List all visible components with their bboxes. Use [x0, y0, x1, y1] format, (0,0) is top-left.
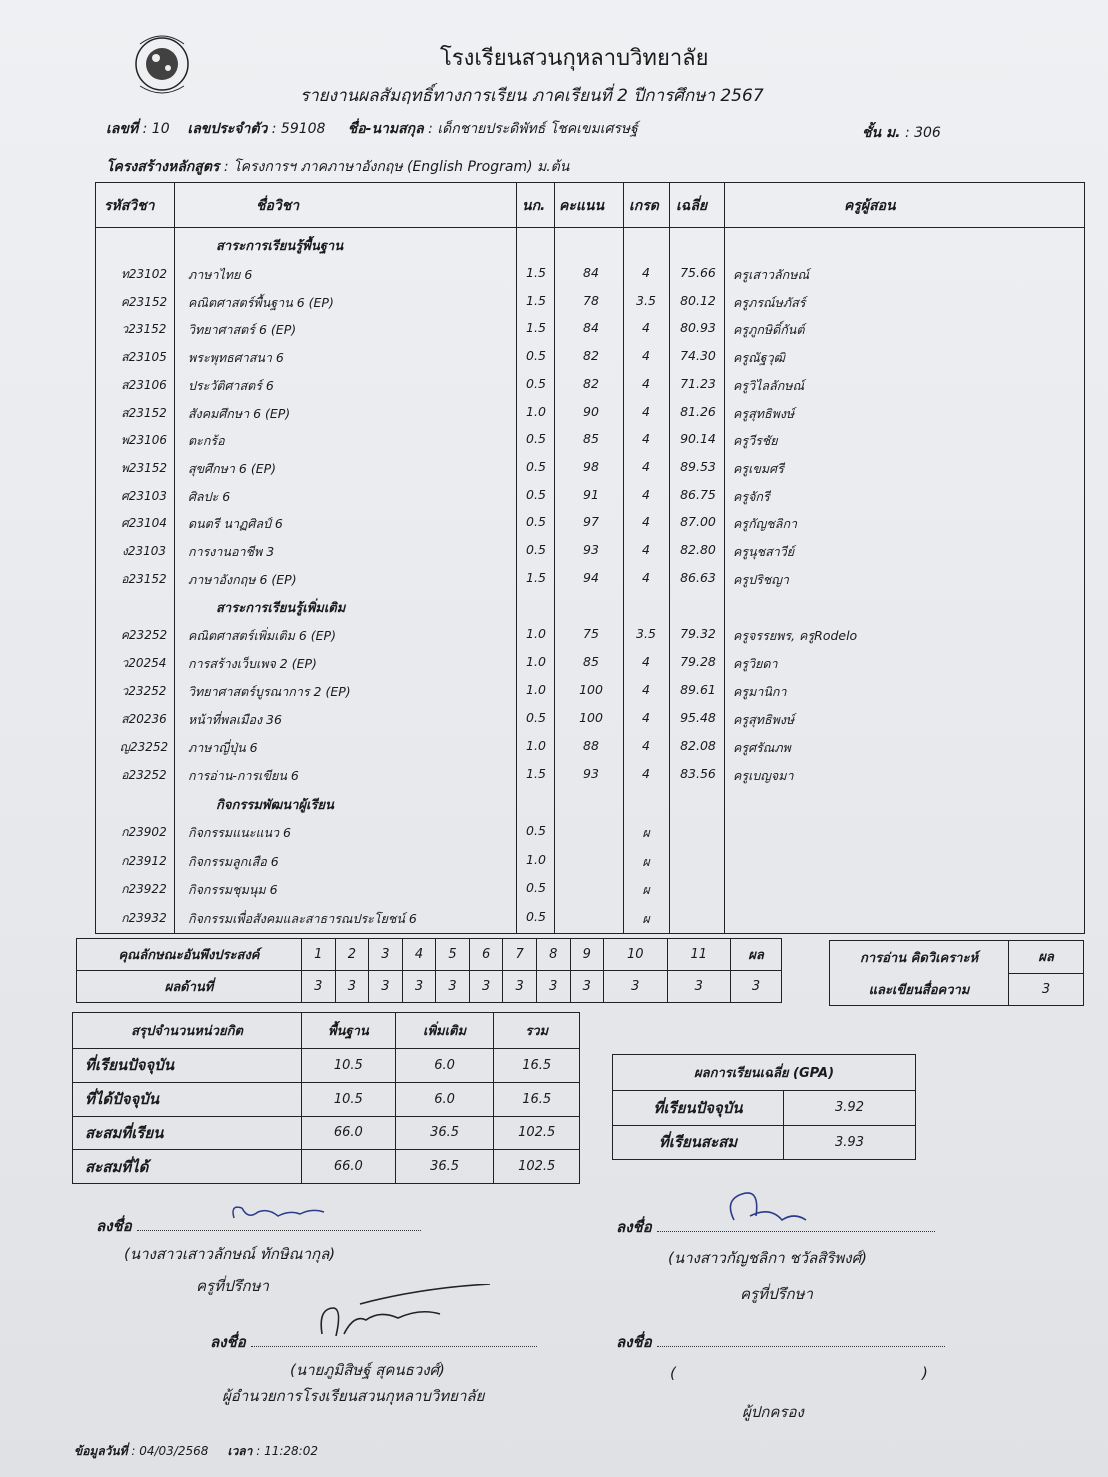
trait-value: 3 — [335, 971, 369, 1003]
credits-title: สรุปจำนวนหน่วยกิต — [73, 1013, 302, 1049]
cell-score: 94 — [583, 569, 599, 585]
header-grade: เกรด — [629, 198, 659, 214]
trait-num: 3 — [369, 939, 403, 971]
sign-label: ลงชื่อ — [616, 1333, 652, 1351]
table-row — [96, 676, 1084, 704]
cell-credit: 1.5 — [526, 292, 546, 308]
cell-code: อ23152 — [121, 571, 167, 586]
traits-summary-label: ผล — [731, 939, 782, 971]
trait-value: 3 — [436, 971, 470, 1003]
cell-name: กิจกรรมชุมนุม 6 — [188, 882, 278, 897]
cell-grade: 4 — [642, 766, 650, 781]
gpa-cumulative-label: ที่เรียนสะสม — [613, 1125, 784, 1160]
cell-credit: 1.5 — [526, 766, 546, 781]
cell-score: 82 — [583, 375, 599, 391]
gpa-current-label: ที่เรียนปัจจุบัน — [613, 1091, 784, 1126]
cell-grade: 4 — [642, 375, 650, 391]
cell-grade: ผ — [642, 882, 650, 897]
trait-value: 3 — [570, 971, 604, 1003]
traits-label: คุณลักษณะอันพึงประสงค์ — [77, 939, 302, 971]
sign-label: ลงชื่อ — [616, 1218, 652, 1236]
cell-teacher: ครูณัฐวุฒิ — [733, 350, 785, 366]
cell-code: ท23102 — [120, 267, 168, 281]
trait-value: 3 — [667, 971, 730, 1003]
header-teacher: ครูผู้สอน — [844, 198, 896, 214]
cell-grade: 4 — [642, 431, 650, 447]
reading-result-label: ผล — [1009, 941, 1084, 974]
gpa-table — [612, 1054, 916, 1160]
cell-code: ญ23252 — [119, 740, 169, 754]
cell-grade: 4 — [642, 348, 650, 364]
cell-name: กิจกรรมเพื่อสังคมและสาธารณประโยชน์ 6 — [188, 910, 417, 926]
trait-num: 5 — [436, 939, 470, 971]
table-row — [96, 370, 1084, 398]
credits-total: 102.5 — [494, 1150, 580, 1184]
school-emblem-logo — [126, 24, 198, 104]
cell-name: หน้าที่พลเมือง 36 — [188, 712, 282, 727]
no-value: : 10 — [142, 121, 170, 137]
cell-code: ว23252 — [121, 684, 167, 698]
cell-grade: 4 — [642, 320, 650, 336]
credits-add: 36.5 — [395, 1150, 494, 1184]
cell-teacher: ครูจักรี — [733, 488, 770, 504]
table-row — [96, 287, 1084, 315]
table-row — [96, 508, 1084, 536]
cell-score: 88 — [583, 738, 599, 753]
credits-add: 36.5 — [395, 1116, 494, 1150]
gpa-title: ผลการเรียนเฉลี่ย (GPA) — [613, 1055, 916, 1091]
school-name: โรงเรียนสวนกุหลาบวิทยาลัย — [440, 46, 709, 71]
table-row — [96, 648, 1084, 676]
cell-name: การอ่าน-การเขียน 6 — [188, 768, 299, 783]
cell-credit: 1.0 — [526, 403, 546, 419]
trait-value: 3 — [503, 971, 537, 1003]
cell-credit: 0.5 — [526, 486, 546, 502]
parent-role: ผู้ปกครอง — [742, 1403, 804, 1421]
curriculum-value: : โครงการฯ ภาคภาษาอังกฤษ (English Program) ม.ต้น — [223, 159, 570, 175]
cell-grade: 4 — [642, 542, 650, 557]
reading-label-1: การอ่าน คิดวิเคราะห์ — [830, 941, 1009, 974]
student-info-line — [106, 118, 638, 140]
table-row — [96, 704, 1084, 732]
grade-table — [95, 182, 1085, 934]
cell-name: ภาษาอังกฤษ 6 (EP) — [188, 571, 297, 587]
director-role: ผู้อำนวยการโรงเรียนสวนกุหลาบวิทยาลัย — [222, 1387, 485, 1405]
table-row — [96, 817, 1084, 845]
cell-teacher: ครูกัญชลิกา — [733, 516, 798, 532]
cell-name: ตะกร้อ — [188, 433, 225, 449]
trait-num: 7 — [503, 939, 537, 971]
advisor2-name: (นางสาวกัญชลิกา ชวัลสิริพงศ์) — [668, 1249, 867, 1267]
cell-code: ศ23104 — [121, 516, 167, 531]
cell-name: กิจกรรมแนะแนว 6 — [188, 825, 291, 840]
credits-row-label: สะสมที่เรียน — [73, 1116, 302, 1150]
cell-teacher: ครูภรณ์ษภัสร์ — [733, 294, 806, 310]
cell-credit: 0.5 — [526, 710, 546, 725]
cell-credit: 0.5 — [526, 880, 546, 895]
credits-basic: 10.5 — [302, 1082, 396, 1116]
cell-name: วิทยาศาสตร์บูรณาการ 2 (EP) — [188, 684, 351, 699]
cell-code: ส23152 — [121, 405, 167, 420]
cell-code: ว23152 — [121, 322, 167, 337]
table-row — [96, 314, 1084, 342]
cell-teacher: ครูเขมศรี — [733, 460, 784, 476]
trait-value: 3 — [369, 971, 403, 1003]
reading-result-value: 3 — [1009, 973, 1084, 1006]
credits-col-total: รวม — [494, 1013, 580, 1049]
cell-credit: 1.0 — [526, 682, 546, 697]
cell-grade: 4 — [642, 682, 650, 697]
cell-grade: ผ — [642, 910, 650, 926]
credits-row-label: ที่ได้ปัจจุบัน — [73, 1082, 302, 1116]
trait-value: 3 — [536, 971, 570, 1003]
credits-add: 6.0 — [395, 1082, 494, 1116]
cell-name: คณิตศาสตร์เพิ่มเติม 6 (EP) — [188, 628, 336, 643]
curriculum-label: โครงสร้างหลักสูตร — [106, 159, 220, 175]
cell-teacher: ครูมานิกา — [733, 684, 787, 699]
credits-total: 16.5 — [494, 1049, 580, 1083]
credits-basic: 10.5 — [302, 1049, 396, 1083]
trait-num: 6 — [469, 939, 503, 971]
gpa-cumulative-value: 3.93 — [784, 1125, 916, 1160]
cell-name: ภาษาไทย 6 — [188, 267, 253, 282]
table-row — [96, 481, 1084, 509]
cell-score: 100 — [579, 710, 603, 725]
advisor1-signature — [228, 1198, 338, 1228]
cell-grade: 3.5 — [636, 626, 656, 641]
cell-credit: 0.5 — [526, 375, 546, 391]
name-value: : เด็กชายประดิพัทธ์ โชคเขมเศรษฐ์ — [428, 121, 638, 137]
header-subject: ชื่อวิชา — [256, 198, 300, 214]
cell-teacher: ครูปริชญา — [733, 571, 789, 587]
trait-value: 3 — [469, 971, 503, 1003]
cell-score: 84 — [583, 265, 599, 280]
table-row — [96, 564, 1084, 592]
cell-score: 98 — [583, 458, 599, 474]
trait-num: 10 — [604, 939, 667, 971]
cell-code: ง23103 — [121, 544, 167, 558]
cell-teacher: ครูสุทธิพงษ์ — [733, 712, 795, 727]
cell-score: 85 — [583, 431, 599, 447]
advisor1-role: ครูที่ปรึกษา — [196, 1277, 269, 1295]
data-date-line — [74, 1442, 318, 1461]
cell-credit: 0.5 — [526, 823, 546, 838]
cell-teacher: ครูสุทธิพงษ์ — [733, 405, 795, 421]
cell-avg: 95.48 — [680, 710, 716, 725]
table-row — [96, 536, 1084, 564]
director-signature — [300, 1284, 500, 1356]
trait-num: 4 — [402, 939, 436, 971]
cell-credit: 1.0 — [526, 626, 546, 641]
time-value: : 11:28:02 — [256, 1444, 318, 1458]
traits-summary-value: 3 — [731, 971, 782, 1003]
cell-grade: 4 — [642, 403, 650, 419]
class-value: : 306 — [904, 125, 941, 141]
cell-code: ค23252 — [120, 628, 168, 642]
class-label: ชั้น ม. — [862, 125, 901, 141]
table-row — [96, 903, 1084, 931]
cell-avg: 90.14 — [680, 431, 716, 447]
table-row — [96, 453, 1084, 481]
cell-teacher: ครูจรรยพร, ครูRodelo — [733, 628, 858, 643]
time-label: เวลา — [227, 1444, 253, 1458]
table-row — [96, 342, 1084, 370]
date-value: : 04/03/2568 — [131, 1444, 209, 1458]
cell-grade: ผ — [642, 853, 650, 869]
gpa-current-value: 3.92 — [784, 1091, 916, 1126]
cell-teacher: ครูภูกษิดิ์กันต์ — [733, 322, 805, 338]
cell-teacher: ครูเบญจมา — [733, 768, 794, 783]
trait-num: 1 — [302, 939, 336, 971]
table-row — [96, 398, 1084, 426]
cell-name: การสร้างเว็บเพจ 2 (EP) — [188, 656, 317, 671]
cell-avg: 80.12 — [680, 292, 716, 308]
cell-grade: 4 — [642, 710, 650, 725]
cell-teacher: ครูวิยดา — [733, 656, 778, 671]
cell-name: วิทยาศาสตร์ 6 (EP) — [188, 322, 297, 338]
parent-name-close: ) — [922, 1364, 928, 1382]
cell-grade: 4 — [642, 265, 650, 280]
credits-basic: 66.0 — [302, 1150, 396, 1184]
header-average: เฉลี่ย — [676, 198, 708, 214]
parent-name-open: ( — [670, 1364, 676, 1382]
cell-score: 78 — [583, 292, 599, 308]
cell-name: สุขศึกษา 6 (EP) — [188, 460, 277, 476]
table-row — [96, 760, 1084, 788]
table-row — [96, 732, 1084, 760]
table-row — [96, 620, 1084, 648]
cell-grade: 3.5 — [636, 292, 656, 308]
credits-total: 16.5 — [494, 1082, 580, 1116]
cell-grade: 4 — [642, 486, 650, 502]
cell-teacher: ครูเสาวลักษณ์ — [733, 267, 810, 282]
header-code: รหัสวิชา — [104, 198, 155, 214]
cell-grade: 4 — [642, 654, 650, 669]
cell-avg: 80.93 — [680, 320, 716, 336]
cell-avg: 79.32 — [680, 626, 716, 641]
report-title: รายงานผลสัมฤทธิ์ทางการเรียน ภาคเรียนที่ 2 ปีการศึกษา 2567 — [300, 86, 764, 106]
cell-teacher: ครูวีรชัย — [733, 433, 778, 449]
table-row — [96, 874, 1084, 902]
header-credit: นก. — [522, 198, 546, 214]
cell-avg: 74.30 — [680, 348, 716, 364]
parent-sign-line — [616, 1330, 945, 1354]
cell-name: ดนตรี นาฏศิลป์ 6 — [188, 516, 283, 532]
credits-basic: 66.0 — [302, 1116, 396, 1150]
cell-teacher: ครูวิไลลักษณ์ — [733, 377, 805, 393]
trait-value: 3 — [402, 971, 436, 1003]
cell-name: ศิลปะ 6 — [188, 488, 231, 504]
sign-label: ลงชื่อ — [96, 1217, 132, 1235]
cell-grade: ผ — [642, 825, 650, 840]
id-value: : 59108 — [271, 121, 326, 137]
cell-code: ก23902 — [121, 825, 167, 839]
cell-grade: 4 — [642, 738, 650, 753]
credits-row-label: ที่เรียนปัจจุบัน — [73, 1049, 302, 1083]
cell-code: ก23922 — [121, 882, 167, 896]
cell-avg: 75.66 — [680, 265, 716, 280]
cell-score: 84 — [583, 320, 599, 336]
cell-credit: 0.5 — [526, 514, 546, 530]
cell-score: 82 — [583, 348, 599, 364]
cell-score: 91 — [583, 486, 599, 502]
trait-num: 8 — [536, 939, 570, 971]
section-activities: กิจกรรมพัฒนาผู้เรียน — [216, 798, 334, 813]
section-basic: สาระการเรียนรู้พื้นฐาน — [216, 239, 344, 254]
cell-name: พระพุทธศาสนา 6 — [188, 350, 284, 366]
cell-code: พ23152 — [120, 460, 168, 475]
director-name: (นายภูมิสิษฐ์ สุคนธวงศ์) — [290, 1361, 445, 1379]
trait-value: 3 — [604, 971, 667, 1003]
advisor2-signature — [720, 1186, 820, 1232]
cell-code: ส23106 — [121, 377, 167, 392]
table-row — [96, 425, 1084, 453]
trait-num: 11 — [667, 939, 730, 971]
cell-avg: 82.08 — [680, 738, 716, 753]
cell-avg: 87.00 — [680, 514, 716, 530]
trait-num: 2 — [335, 939, 369, 971]
traits-result-label: ผลด้านที่ — [77, 971, 302, 1003]
class-info — [862, 122, 941, 144]
name-label: ชื่อ-นามสกุล — [347, 121, 424, 137]
cell-code: ว20254 — [121, 656, 167, 670]
cell-code: ก23932 — [121, 910, 167, 925]
cell-credit: 1.5 — [526, 320, 546, 336]
cell-score: 93 — [583, 766, 599, 781]
table-row — [96, 259, 1084, 287]
cell-credit: 0.5 — [526, 348, 546, 364]
credits-col-add: เพิ่มเติม — [395, 1013, 494, 1049]
cell-name: ภาษาญี่ปุ่น 6 — [188, 740, 258, 755]
cell-grade: 4 — [642, 458, 650, 474]
cell-code: พ23106 — [120, 433, 168, 448]
id-label: เลขประจำตัว — [187, 121, 268, 137]
cell-avg: 86.75 — [680, 486, 716, 502]
cell-avg: 83.56 — [680, 766, 716, 781]
sign-label: ลงชื่อ — [210, 1333, 246, 1351]
cell-avg: 79.28 — [680, 654, 716, 669]
cell-code: ก23912 — [121, 853, 167, 868]
cell-teacher: ครูนุชสาวีย์ — [733, 544, 795, 559]
cell-avg: 82.80 — [680, 542, 716, 557]
cell-avg: 89.53 — [680, 458, 716, 474]
cell-score: 75 — [583, 626, 599, 641]
trait-num: 9 — [570, 939, 604, 971]
credits-row-label: สะสมที่ได้ — [73, 1150, 302, 1184]
cell-code: ส23105 — [121, 350, 167, 365]
cell-score: 97 — [583, 514, 599, 530]
cell-avg: 71.23 — [680, 375, 716, 391]
date-label: ข้อมูลวันที่ — [74, 1444, 128, 1458]
traits-table — [76, 938, 782, 1003]
cell-credit: 1.0 — [526, 738, 546, 753]
cell-name: สังคมศึกษา 6 (EP) — [188, 405, 291, 421]
header-score: คะแนน — [559, 198, 605, 214]
cell-code: อ23252 — [121, 768, 167, 782]
cell-credit: 1.0 — [526, 851, 546, 867]
cell-score: 90 — [583, 403, 599, 419]
credits-table — [72, 1012, 580, 1184]
cell-avg: 86.63 — [680, 569, 716, 585]
trait-value: 3 — [302, 971, 336, 1003]
credits-total: 102.5 — [494, 1116, 580, 1150]
cell-credit: 0.5 — [526, 431, 546, 447]
cell-teacher: ครูศรัณภพ — [733, 740, 791, 755]
cell-name: ประวัติศาสตร์ 6 — [188, 377, 274, 393]
cell-code: ศ23103 — [121, 488, 167, 503]
cell-name: การงานอาชีพ 3 — [188, 544, 275, 559]
cell-grade: 4 — [642, 569, 650, 585]
advisor1-name: (นางสาวเสาวลักษณ์ ทักษิณากุล) — [124, 1245, 336, 1263]
reading-label-2: และเขียนสื่อความ — [830, 973, 1009, 1006]
cell-score: 100 — [579, 682, 603, 697]
cell-score: 85 — [583, 654, 599, 669]
table-row — [96, 846, 1084, 874]
cell-avg: 89.61 — [680, 682, 716, 697]
cell-score: 93 — [583, 542, 599, 557]
cell-credit: 0.5 — [526, 542, 546, 557]
cell-credit: 1.5 — [526, 569, 546, 585]
cell-name: กิจกรรมลูกเสือ 6 — [188, 853, 279, 869]
curriculum-line — [106, 156, 569, 178]
cell-credit: 1.5 — [526, 265, 546, 280]
reading-table — [829, 940, 1084, 1006]
cell-code: ค23152 — [120, 294, 168, 309]
credits-add: 6.0 — [395, 1049, 494, 1083]
cell-avg: 81.26 — [680, 403, 716, 419]
cell-name: คณิตศาสตร์พื้นฐาน 6 (EP) — [188, 294, 334, 310]
advisor2-role: ครูที่ปรึกษา — [740, 1285, 813, 1303]
section-additional: สาระการเรียนรู้เพิ่มเติม — [216, 601, 346, 616]
cell-code: ส20236 — [121, 712, 167, 726]
cell-credit: 1.0 — [526, 654, 546, 669]
cell-credit: 0.5 — [526, 908, 546, 924]
cell-credit: 0.5 — [526, 458, 546, 474]
cell-grade: 4 — [642, 514, 650, 530]
credits-col-basic: พื้นฐาน — [302, 1013, 396, 1049]
no-label: เลขที่ — [106, 121, 139, 137]
